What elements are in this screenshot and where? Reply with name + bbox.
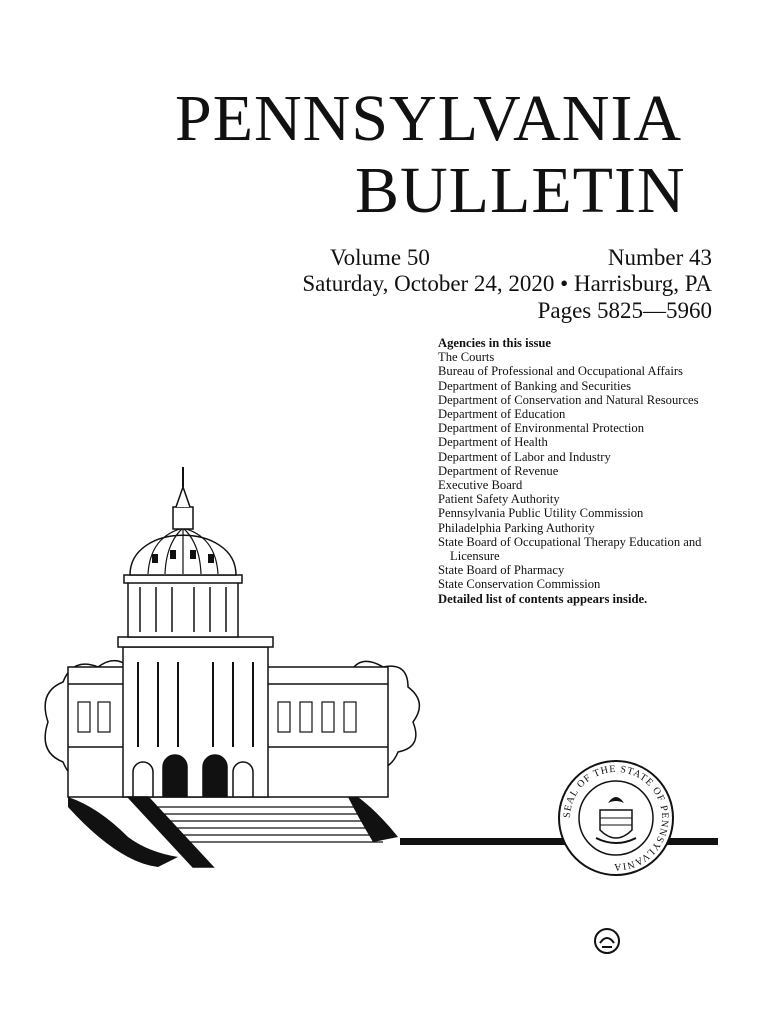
agency-item: The Courts <box>438 350 495 365</box>
agency-item: Department of Environmental Protection <box>438 421 644 436</box>
dateline: Saturday, October 24, 2020 • Harrisburg, PA <box>302 271 712 296</box>
agencies-heading: Agencies in this issue <box>438 336 552 350</box>
recycled-paper-icon <box>592 926 622 956</box>
number-label: Number 43 <box>607 245 712 270</box>
pages-label: Pages 5825—5960 <box>537 298 712 323</box>
agency-item: Pennsylvania Public Utility Commission <box>438 506 644 521</box>
agency-item: Executive Board <box>438 478 523 493</box>
agency-item: State Board of Pharmacy <box>438 563 565 578</box>
agency-item: Department of Banking and Securities <box>438 378 632 393</box>
agency-item: State Conservation Commission <box>438 577 601 592</box>
agency-item: Philadelphia Parking Authority <box>438 520 595 535</box>
capitol-building-illustration <box>28 462 428 882</box>
seal-text: SEAL OF THE STATE OF PENNSYLVANIA <box>561 763 671 873</box>
agencies-list <box>438 336 738 606</box>
agency-item: State Board of Occupational Therapy Education and Licensure <box>438 534 702 564</box>
agency-item: Bureau of Professional and Occupational Affairs <box>438 364 683 379</box>
state-seal-icon <box>556 758 676 878</box>
title-line-2: BULLETIN <box>355 154 686 227</box>
agency-item: Department of Labor and Industry <box>438 449 611 464</box>
volume-label: Volume 50 <box>330 245 430 270</box>
agency-item: Department of Health <box>438 435 548 450</box>
agency-item: Department of Revenue <box>438 463 559 478</box>
agency-item: Department of Conservation and Natural Resources <box>438 392 699 407</box>
title-line-1: PENNSYLVANIA <box>175 82 683 155</box>
agency-item: Patient Safety Authority <box>438 492 560 507</box>
agencies-footer: Detailed list of contents appears inside. <box>438 591 648 606</box>
agency-item: Department of Education <box>438 407 566 422</box>
